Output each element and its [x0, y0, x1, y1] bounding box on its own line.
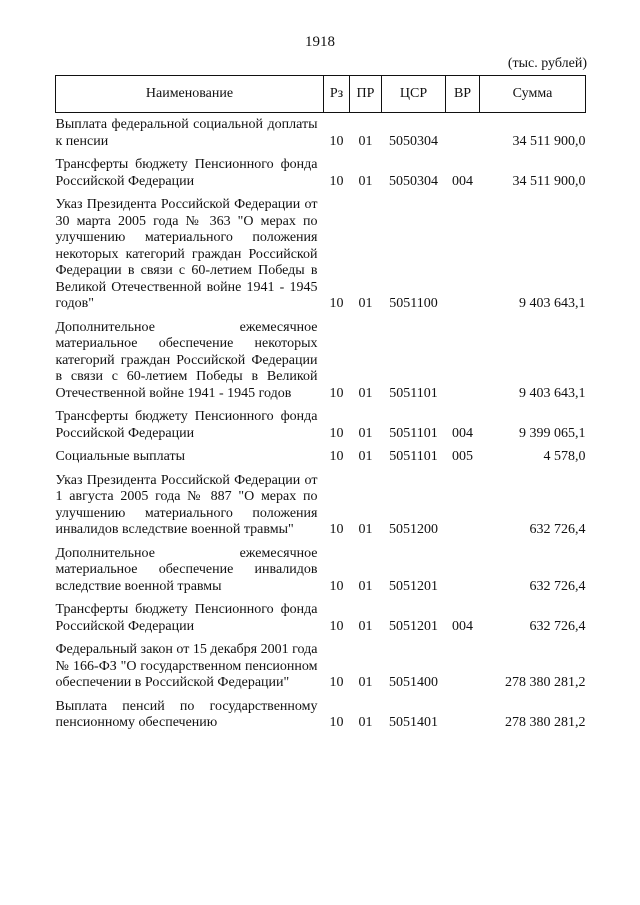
row-vr-cell: 005	[452, 449, 473, 464]
row-sum-cell: 278 380 281,2	[505, 715, 586, 730]
row-name-cell: Указ Президента Российской Федерации от 1 августа 2005 года № 887 "О мерах по улучшению материального положения инвалидов вследствие военной травмы"	[55, 472, 318, 537]
row-rz-cell: 10	[329, 296, 344, 311]
table-row	[56, 642, 586, 699]
row-sum-cell: 4 578,0	[543, 449, 586, 464]
row-pr-cell: 01	[358, 618, 373, 634]
row-pr-cell: 01	[358, 675, 373, 690]
row-name-cell: Выплата пенсий по государственному пенсионному обеспечению	[55, 698, 318, 730]
row-csr-cell: 5051101	[389, 385, 438, 401]
row-csr-cell: 5051100	[389, 296, 438, 311]
row-rz-cell: 10	[329, 618, 344, 634]
row-vr-cell	[446, 197, 480, 320]
header-name: Наименование	[56, 76, 324, 113]
row-pr-cell: 01	[358, 522, 373, 537]
row-csr-cell: 5050304	[389, 133, 438, 149]
row-vr-cell: 004	[452, 173, 473, 189]
budget-table	[55, 75, 586, 739]
row-csr-cell: 5051101	[389, 449, 438, 464]
header-vr: ВР	[446, 76, 480, 113]
table-row	[56, 197, 586, 320]
table-row	[56, 699, 586, 739]
table-row	[56, 473, 586, 546]
row-csr-cell: 5051401	[389, 715, 438, 730]
row-rz-cell: 10	[329, 578, 344, 594]
units-note: (тыс. рублей)	[507, 56, 587, 71]
row-name-cell: Трансферты бюджету Пенсионного фонда Российской Федерации	[55, 602, 318, 634]
table-body	[56, 113, 586, 739]
row-vr-cell	[446, 642, 480, 699]
row-csr-cell: 5051200	[389, 522, 438, 537]
table-row	[56, 157, 586, 197]
row-name-cell: Указ Президента Российской Федерации от 30 марта 2005 года № 363 "О мерах по улучшению материального положения некоторых категорий граждан Российской Федерации в связи с 60-летием Победы в Великой Отечественной войне 1941 - 1945 годов"	[55, 197, 318, 311]
row-rz-cell: 10	[329, 425, 344, 441]
table-row	[56, 113, 586, 158]
row-name-cell: Выплата федеральной социальной доплаты к пенсии	[55, 117, 318, 149]
row-vr-cell: 004	[452, 618, 473, 634]
row-rz-cell: 10	[329, 173, 344, 189]
row-name-cell: Социальные выплаты	[55, 449, 186, 464]
row-vr-cell	[446, 546, 480, 603]
row-sum-cell: 278 380 281,2	[505, 675, 586, 690]
row-vr-cell	[446, 473, 480, 546]
row-pr-cell: 01	[358, 173, 373, 189]
table-row	[56, 449, 586, 473]
row-pr-cell: 01	[358, 296, 373, 311]
row-pr-cell: 01	[358, 133, 373, 149]
row-vr-cell	[446, 113, 480, 158]
header-sum: Сумма	[480, 76, 586, 113]
table-row	[56, 409, 586, 449]
row-pr-cell: 01	[358, 715, 373, 730]
header-pr: ПР	[350, 76, 382, 113]
row-csr-cell: 5050304	[389, 173, 438, 189]
row-name-cell: Дополнительное ежемесячное материальное обеспечение инвалидов вследствие военной травмы	[55, 545, 318, 594]
header-rz: Рз	[324, 76, 350, 113]
row-name-cell: Трансферты бюджету Пенсионного фонда Российской Федерации	[55, 409, 318, 441]
row-sum-cell: 9 403 643,1	[519, 296, 586, 311]
row-rz-cell: 10	[329, 522, 344, 537]
row-pr-cell: 01	[358, 578, 373, 594]
row-name-cell: Трансферты бюджету Пенсионного фонда Российской Федерации	[55, 157, 318, 189]
row-rz-cell: 10	[329, 133, 344, 149]
table-row	[56, 320, 586, 410]
row-csr-cell: 5051201	[389, 618, 438, 634]
row-rz-cell: 10	[329, 449, 344, 464]
row-sum-cell: 9 399 065,1	[519, 425, 586, 441]
row-rz-cell: 10	[329, 715, 344, 730]
row-sum-cell: 34 511 900,0	[512, 133, 586, 149]
row-pr-cell: 01	[358, 425, 373, 441]
row-sum-cell: 632 726,4	[529, 618, 586, 634]
row-name-cell: Федеральный закон от 15 декабря 2001 года № 166-ФЗ "О государственном пенсионном обеспечении в Российской Федерации"	[55, 642, 318, 690]
row-vr-cell: 004	[452, 425, 473, 441]
row-pr-cell: 01	[358, 449, 373, 464]
row-sum-cell: 9 403 643,1	[519, 385, 586, 401]
row-rz-cell: 10	[329, 385, 344, 401]
row-vr-cell	[446, 320, 480, 410]
row-rz-cell: 10	[329, 675, 344, 690]
row-csr-cell: 5051400	[389, 675, 438, 690]
row-sum-cell: 34 511 900,0	[512, 173, 586, 189]
table-row	[56, 546, 586, 603]
header-csr: ЦСР	[382, 76, 446, 113]
row-sum-cell: 632 726,4	[529, 578, 586, 594]
row-pr-cell: 01	[358, 385, 373, 401]
row-sum-cell: 632 726,4	[529, 522, 586, 537]
table-row	[56, 602, 586, 642]
row-csr-cell: 5051201	[389, 578, 438, 594]
row-csr-cell: 5051101	[389, 425, 438, 441]
page-number: 1918	[305, 34, 335, 50]
table-header-row	[56, 76, 586, 113]
row-vr-cell	[446, 699, 480, 739]
row-name-cell: Дополнительное ежемесячное материальное обеспечение некоторых категорий граждан Российской Федерации в связи с 60-летием Победы в Великой Отечественной войне 1941 - 1945 годов	[55, 319, 318, 401]
